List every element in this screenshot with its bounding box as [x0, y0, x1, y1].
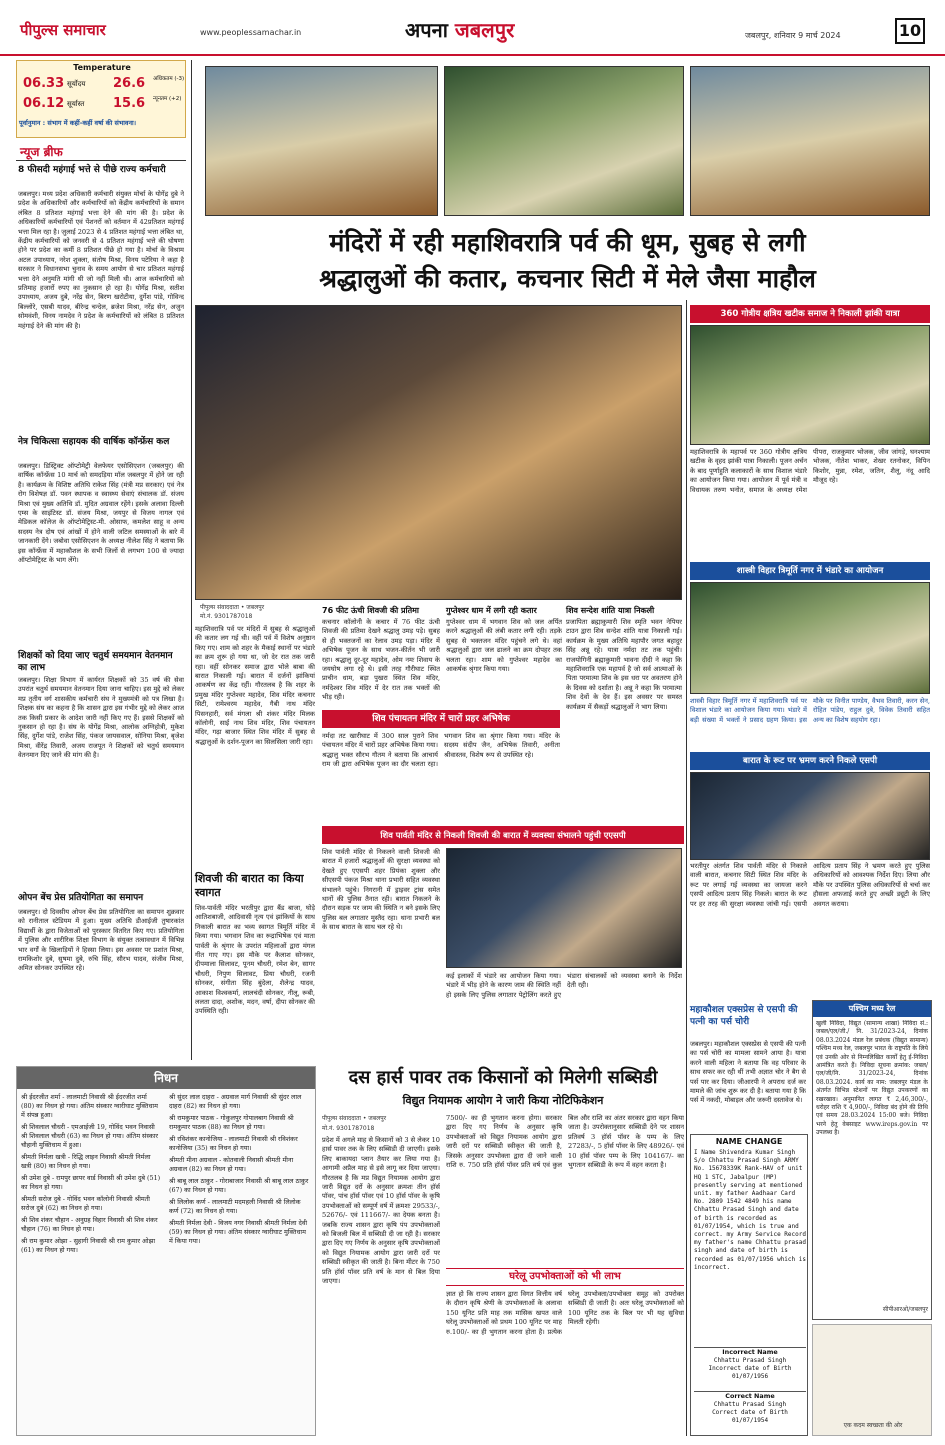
sp-story-body2: कई इलाकों में भंडारे का आयोजन किया गया। भंडारे में भीड़ होने के कारण जाम की स्थिति नहीं हो इसके लिए पुलिस लगातार पेट्रोलिंग करते हुए भंडारा संचालकों को व्यवस्था बनाने के निर्देश देती रही।	[446, 972, 682, 999]
lead-col4-head: शिव सन्देश शांति यात्रा निकली	[566, 606, 655, 615]
right-story1-head: 360 गोत्रीय क्षत्रिय खटीक समाज ने निकाली झांकी यात्रा	[690, 305, 930, 323]
lead-headline-line1: मंदिरों में रही महाशिवरात्रि पर्व की धूम, सुबह से लगी	[329, 228, 806, 257]
lead-col3-head: गुप्तेश्वर धाम में लगी रही कतार	[446, 606, 537, 615]
lead-headline-line2: श्रद्धालुओं की कतार, कचनार सिटी में मेले जैसा माहौल	[319, 264, 816, 293]
obit-item: श्रीमती सरोज दुबे - गोविंद भवन कॉलोनी निवासी श्रीमती सरोज दुबे (62) का निधन हो गया।	[21, 1195, 150, 1212]
obit-item: श्रीमती मीना अग्रवाल - कोतवाली निवासी श्रीमती मीना अग्रवाल (82) का निधन हो गया।	[169, 1156, 294, 1173]
obituary-label: निधन	[154, 1071, 178, 1085]
lead-col2-body: कचनार कॉलोनी के कचार में 76 फीट ऊंची शिवजी की प्रतिमा देखने श्रद्धालु उमड़ पड़े। सुबह से ही भक्तजनों का रेलाव उमड़ पड़ा। मंदिर में अभिषेक पूजन के साथ भजन-कीर्तन भी जारी रहा। श्रद्धालु दूर-दूर महादेव, ओम नमः शिवाय के जयघोष लगा रहे थे। इसी तरह गौरीघाट स्थित प्राचीन धाम, बड़ा पुखरा स्थित शिव मंदिर, नर्मदेश्वर शिव मंदिर में देर रात तक भक्तों की भीड़ रही।	[322, 618, 440, 702]
sp-story-photo	[446, 848, 682, 968]
obit-item: श्री लिलोक कर्ण - लालमाटी मदमहली निवासी श्री लिलोक कर्ण (72) का निधन हो गया।	[169, 1198, 301, 1215]
right-story3-head: बारात के रूट पर भ्रमण करने निकले एसपी	[690, 752, 930, 770]
brief-3-body: जबलपुर। शिक्षा विभाग में कार्यरत शिक्षकों को 35 वर्ष की सेवा उपरांत चतुर्थ समयमान वेतनमान दिया जाना चाहिए। इस मुद्दे को लेकर मप्र तृतीय वर्ग शासकीय कर्मचारी संघ ने मुख्यमंत्री को पत्र लिखा है। शिक्षक संघ का कहना है कि शासन द्वारा इस गंभीर मुद्दे को लेकर आज तक किसी प्रकार के आदेश जारी नहीं किए गए हैं। इससे शिक्षकों को नुकसान हो रहा है। संघ के योगेंद्र मिश्रा, आलोक अग्निहोत्री, मुकेश सिंह, दुर्गेश पांडे, राजेश सिंह, पंकज जायसवाल, सोनिया मिश्रा, बृजेश मिश्रा, वीरेंद्र तिवारी, अजय राजपूत ने शिक्षकों को चतुर्थ समयमान वेतनमान दिए जाने की मांग की है।	[18, 676, 184, 760]
brief-4-headline: ओपन बेंच प्रेस प्रतियोगिता का समापन	[18, 893, 144, 903]
railway-body: खुली निविदा, विद्युत (सामान्य शाखा) निविदा सं.: जबल/एल/जी./ नि. 31/2023-24, दिनांक 08.03.2024 मंडल रेल प्रबंधक (विद्युत सामान्य) पश्चिम मध्य रेल, जबलपुर भारत के राष्ट्रपति के लिये एवं उनकी ओर से निम्नलिखित कार्यों हेतु ई-निविदा आमंत्रित करते हैं। निविदा सूचना क्रमांक: जबल/एल/जी/नि. 31/2023-24, दिनांक 08.03.2024. कार्य का नाम: जबलपुर मंडल के अंतर्गत विभिन्न स्टेशनों पर विद्युत उपकरणों का रखरखाव। अनुमानित लागत ₹ 2,46,300/-, धरोहर राशि ₹ 4,900/-, निविदा बंद होने की तिथि एवं समय 28.03.2024 15:00 बजे। निविदा भरने हेतु वेबसाइट www.ireps.gov.in पर उपलब्ध है।	[816, 1020, 928, 1137]
ad-corner-text: एक कदम स्वच्छता की ओर	[843, 1422, 903, 1429]
electricity-headline: दस हार्स पावर तक किसानों को मिलेगी सब्सिडी	[348, 1067, 658, 1088]
brief-4-body: जबलपुर। दो दिवसीय ओपन बेंच प्रेस प्रतियोगिता का समापन शुक्रवार को रानीताल स्टेडियम में हुआ। मुख्य अतिथि डीआईजी तुषारकांत विद्यार्थी के द्वारा विजेताओं को पुरस्कार वितरित किए गए। प्रतियोगिता में पुलिस और शारीरिक शिक्षा विभाग के संयुक्त तत्वावधान में विभिन्न भार वर्गों के खिलाड़ियों ने हिस्सा लिया। इस अवसर पर प्रशांत मिश्रा, रामकिशोर दुबे, सुषमा दुबे, रुचि सिंह, सौरभ यादव, संजीव मिश्रा, अमित सोनकर उपस्थित रहे।	[18, 908, 184, 973]
obit-item: श्री शिव शंकर चौहान - अनुग्रह विहार निवासी श्री शिव शंकर चौहान (76) का निधन हो गया।	[21, 1216, 158, 1233]
right-story2-caption: शास्त्री विहार त्रिमूर्ति नगर में महाशिवरात्रि पर्व पर विशाल भंडारे का आयोजन किया गया। भंडारे में बड़ी संख्या में भक्तों ने प्रसाद ग्रहण किया। इस मौके पर विनीत पाण्डेय, वैभव तिवारी, करन सेन, रोहित पांडेय, राहुल दुबे, विवेक तिवारी सहित अन्य का विशेष सहयोग रहा।	[690, 697, 930, 724]
panchayatan-head: शिव पंचायतन मंदिर में चारों प्रहर अभिषेक	[322, 710, 560, 728]
sunset-label: सूर्यास्त	[67, 100, 85, 108]
lead-photo	[195, 305, 682, 600]
incorrect-date-label: Incorrect date of Birth	[708, 1365, 792, 1373]
section-title-b: जबलपुर	[454, 18, 515, 42]
sp-story-body: शिव पार्वती मंदिर से निकलने वाली शिवजी की बारात में हजारों श्रद्धालुओं की सुरक्षा व्यवस्था को देखते हुए एएसपी शहर प्रियंका शुक्ला और सीएसपी पंकज मिश्रा थाना प्रभारी सहित व्यवस्था संभालने पहुंचे। निगरानी में ड्राइवर ट्रांस समेत थानों की पुलिस तैनात रही। बारात निकलने के दौरान सड़क पर जाम की स्थिति न बने इसके लिए पुलिस बल लगातार मुस्तैद रहा। थाना प्रभारी बल के साथ बारात के साथ चल रहे थे।	[322, 848, 440, 932]
news-brief-label: न्यूज ब्रीफ	[20, 145, 63, 159]
obit-item: श्री शिवलाल चौधरी - एमआईजी 19, गोविंद भवन निवासी श्री शिवलाल चौधरी (63) का निधन हो गया। अंतिम संस्कार चौहानी मुक्तिधाम में हुआ।	[21, 1123, 159, 1149]
brief-3-headline: शिक्षकों को दिया जाए चतुर्थ समयमान वेतनमान का लाभ	[18, 651, 173, 673]
brief-2-body: जबलपुर। डिस्ट्रिक्ट ऑप्टोमेट्री वेलफेयर एसोसिएशन (जबलपुर) की वार्षिक कॉन्फ्रेंस 10 मार्च को समदड़िया मॉल जबलपुर में होने जा रही है। कार्यक्रम के विशिष्ट अतिथि राकेश सिंह (मंत्री मप्र सरकार) एवं नेत्र रोग विशेषज्ञ डॉ. पवन स्थापक व स्वास्थ्य सेवाएं संचालक डॉ. संजय मिश्रा एवं मुख्य अतिथि डॉ. मुदित अग्रवाल रहेंगे। इसके अलावा दिल्ली एम्स के साइंटिस्ट डॉ. संजय मिश्रा, जयपुर से विजय नागल एवं मेडिकल कॉलेज के ऑप्टोमेट्रिस्ट-मी. ओसाफ, कमलेश साहू व अन्य सदस्य नेत्र दोष एवं आंखों में होने वाली जटिल समस्याओं के बारे में जानकारी देंगे। जबोवा एसोसिएशन के अध्यक्ष नीलेश सिंह ने बताया कि इस कॉन्फ्रेंस में महाकौशल के सभी जिलों से लगभग 100 से ज्यादा ऑप्टोमेट्रिस्ट के भाग लेंगे।	[18, 462, 184, 565]
correct-date-label: Correct date of Birth	[712, 1409, 788, 1417]
max-temp: 26.6	[113, 76, 146, 91]
website: www.peoplessamachar.in	[200, 28, 302, 37]
obituary-header	[17, 1067, 315, 1089]
min-temp: 15.6	[113, 96, 146, 111]
electricity-body2: 7500/- का ही भुगतान करना होगा। सरकार द्वारा दिए गए निर्णय के अनुसार कृषि उपभोक्ताओं को विद्युत नियामक आयोग द्वारा जारी दरों पर सब्सिडी स्वीकृत की जाती है, जिसके अनुसार उपभोक्ता द्वारा दी जाने वाली राशि रु. 750 प्रति हॉर्स पॉवर प्रति वर्ष एवं कुल बिल और राशि का अंतर सरकार द्वारा वहन किया जाता है। उपरोक्तानुसार सब्सिडी देने पर शासन प्रतिवर्ष 3 हॉर्स पॉवर के पम्प के लिए 27283/-, 5 हॉर्स पॉवर के लिए 48926/- एवं 10 हॉर्स पॉवर पम्प के लिए 104167/- का भुगतान सब्सिडी के रूप में वहन करता है।	[446, 1114, 684, 1170]
brief-2-headline: नेत्र चिकित्सा सहायक की वार्षिक कॉन्फ्रेंस कल	[18, 437, 170, 447]
incorrect-dob: 01/07/1956	[731, 1373, 769, 1381]
sunrise-label: सूर्योदय	[67, 80, 86, 88]
correct-block	[694, 1391, 806, 1435]
page-number: 10	[895, 18, 925, 44]
right-story3-body: भरतीपुर अंतर्गत शिव पार्वती मंदिर से निकाले वाली बारात, कचनार सिटी स्थित शिव मंदिर के रूट पर लगाई गई व्यवस्था का जायजा करने एसपी आदित्य प्रताप सिंह निकले। बारात के रूट पर हर तरह की सुरक्षा व्यवस्था जांची गई। एसपी आदित्य प्रताप सिंह ने भ्रमण करते हुए पुलिस अधिकारियों को आवश्यक निर्देश दिए। लिया और मौके पर उपस्थित पुलिस अधिकारियों से चर्चा कर हौसला अफजाई करते हुए अच्छी ड्यूटी के लिए अवगत कराया।	[690, 862, 930, 908]
brief-1-headline: 8 फीसदी महंगाई भत्ते से पीछे राज्य कर्मचारी	[18, 165, 166, 175]
forecast-text: पूर्वानुमान : संभाग में कहीं-कहीं वर्षा की संभावना।	[19, 119, 137, 127]
sunset-time: 06.12	[23, 96, 65, 111]
incorrect-label: Incorrect Name	[722, 1348, 778, 1356]
obit-col-2	[169, 1093, 311, 1433]
incorrect-name: Chhattu Prasad Singh	[713, 1357, 787, 1364]
railway-tender	[812, 1000, 932, 1320]
electricity-sub2-head: घरेलू उपभोक्ताओं को भी लाभ	[446, 1268, 684, 1286]
electricity-body: प्रदेश में अगले माह से किसानों को 3 से लेकर 10 हार्स पावर तक के लिए सब्सिडी दी जाएगी। इसके लिए बाकायदा प्लान तैयार कर लिया गया है। आगामी अप्रैल माह से इसे लागू कर दिया जाएगा। गौरतलब है कि मप्र विद्युत नियामक आयोग द्वारा जारी विद्युत दरों के अनुसार क्रमशः तीन हॉर्स पॉवर, पांच हॉर्स पॉवर एवं 10 हॉर्स पॉवर के कृषि उपभोक्ताओं को सम्पूर्ण वर्ष में क्रमशः 29533/-, 52676/- एवं 111667/- का देयक बनता है। जबकि राज्य शासन द्वारा कृषि पंप उपभोक्ताओं को बिजली बिल में सब्सिडी दी जा रही है। सरकार द्वारा दिए गए निर्णय के अनुसार कृषि उपभोक्ताओं को विद्युत नियामक आयोग द्वारा जारी दरों पर सब्सिडी स्वीकृत की जाती है। बिना मीटर के 750 प्रति हॉर्स पॉवर प्रति वर्ष के मान से बिल दिया जाएगा।	[322, 1136, 440, 1286]
sunrise-time: 06.33	[23, 76, 65, 91]
shivji-baraat-head: शिवजी की बारात का किया स्वागत	[195, 872, 304, 899]
obit-item: श्री सुंदर लाल दाहरा - अग्रवाल मार्ग निवासी श्री सुंदर लाल दाहरा (82) का निधन हो गया।	[169, 1093, 302, 1110]
weather-box	[16, 60, 186, 138]
railway-footer: सीपीआरओ/जबलपुर	[882, 1306, 928, 1313]
right-story2-photo	[690, 582, 930, 694]
electricity-subhead: विद्युत नियामक आयोग ने जारी किया नोटिफिकेशन	[402, 1094, 604, 1107]
name-change-notice	[690, 1134, 808, 1436]
right-story2-head: शास्त्री विहार त्रिमूर्ति नगर में भंडारे का आयोजन	[690, 562, 930, 580]
lead-mobile: मो.नं. 9301787018	[200, 613, 253, 620]
min-label: न्यूनतम (+2)	[153, 96, 182, 102]
right-story4-head: महाकौशल एक्सप्रेस से एसपी की पत्नी का पर्स चोरी	[690, 1005, 798, 1027]
incorrect-block	[694, 1347, 806, 1387]
obit-item: श्री रविशंकर कानोजिया - लालमाटी निवासी श्री रविशंकर कानोजिया (35) का निधन हो गया।	[169, 1135, 298, 1152]
top-photo-3	[690, 66, 930, 216]
lead-intro: महाशिवरात्रि पर्व पर मंदिरों में सुबह से श्रद्धालुओं की कतार लग गई थी। वहीं पर्व में विशेष अनुष्ठान किए गए। शाम को शहर के मैकाई स्थानों पर भंडारे का क्रम शुरू हो गया था, जो देर रात तक जारी रहा। वहीं सोनकर समाज द्वारा भोले बाबा की बारात निकाली गई। बारात में दर्जनों झांकियां आकर्षण का केंद्र रहीं। गौरतलब है कि शहर के प्रमुख मंदिर गुप्तेश्वर महादेव, शिव मंदिर कचनार सिटी, रामेश्वरम महादेव, गैबी नाथ मंदिर पिसनहारी, सर्व मंगला श्री शंकर मंदिर मिलक कॉलोनी, साईं नाथ शिव मंदिर, शिव पंचायतन मंदिर, गढ़ा बाजार स्थित शिव मंदिर में सुबह से श्रद्धालुओं के दर्शन-पूजन का सिलसिला जारी रहा।	[195, 625, 315, 746]
max-label: अधिकतम (-3)	[153, 76, 185, 82]
correct-name: Chhattu Prasad Singh	[713, 1401, 787, 1408]
top-photo-1	[205, 66, 438, 216]
obit-item: श्री बाबू लाल ठाकुर - गोराबाजार निवासी श्री बाबू लाल ठाकुर (67) का निधन हो गया।	[169, 1177, 309, 1194]
obit-item: श्री रामकुमार पाठक - गोकुलपुर गोपालबाग निवासी श्री रामकुमार पाठक (88) का निधन हो गया।	[169, 1114, 294, 1131]
electricity-byline: पीपुल्स संवाददाता • जबलपुर	[322, 1115, 387, 1122]
electricity-mobile: मो.नं. 9301787018	[322, 1125, 375, 1132]
electricity-sub2-body: ज्ञात हो कि राज्य शासन द्वारा विगत वित्तीय वर्ष के दौरान कृषि श्रेणी के उपभोक्ताओं के अलावा 150 यूनिट प्रति माह तक मासिक खपत वाले घरेलू उपभोक्ताओं को प्रथम 100 यूनिट पर माह रु.100/- का ही भुगतान करना होता है। प्रत्येक घरेलू उपभोक्ता/उपभोक्ता समूह को उपरोक्त सब्सिडी दी जाती है। अतः घरेलू उपभोक्ताओं को 100 यूनिट तक के बिल पर भी यह सुविधा मिलती रहेगी।	[446, 1290, 684, 1336]
weather-header: Temperature	[73, 63, 131, 72]
paper-name: पीपुल्स समाचार	[20, 21, 106, 39]
lead-col3-body: गुप्तेश्वर धाम में भगवान शिव को जल अर्पित करने श्रद्धालुओं की लंबी कतार लगी रही। तड़के सुबह से भक्तजन मंदिर पहुंचने लगे थे। वहां श्रद्धालुओं द्वारा जल ढालने का क्रम दोपहर तक चलता रहा। शाम को गुप्तेश्वर महादेव का आकर्षक श्रृंगार किया गया।	[446, 618, 562, 674]
name-change-body: I Name Shivendra Kumar Singh S/o Chhattu Prasad Singh ARMY No. 15678339K Rank-HAV of unit HQ 1 STC, Jabalpur (MP) presently serving at mentioned unit. my father Aadhaar Card No. 2809 1542 4849 his name Chhattu Prasad Singh and date of birth is recorded as 01/07/1954, which is true and correct. my Army Service Record my father's name Chhattu prasad singh and date of birth is recorded as 01/07/1956 which is incorrect.	[694, 1149, 806, 1271]
shivji-baraat-body: शिव-पार्वती मंदिर भरतीपुर द्वारा बैंड बाजा, घोड़े आतिशबाजी, आदिवासी नृत्य एवं झांकियों के साथ निकाली बारात का भव्य स्वागत त्रिमूर्ति मंदिर में किया गया। भगवान शिव का रूद्राभिषेक एवं माता पार्वती के श्रृंगार के उपरांत महिलाओं द्वारा मंगल गीत गाए गए। इस मौके पर कैलाश सोनकर, दीपमाला सिलावट, पूनम चौधरी, रमेश बेन, सागर चौधरी, निपुण सिलावट, प्रिया चौधरी, रजनी सोनकर, संगीता सिंह बुंदेला, शैलेन्द्र यादव, आकाश विश्वकर्मा, लालचंदी सोनकर, नीलू, रूबी, ललता दादा, अशोक, मदन, वर्षा, दीपा सोनकर की उपस्थिति रही।	[195, 904, 315, 1016]
right-story1-body: महाशिवरात्रि के महापर्व पर 360 गोत्रीय क्षत्रिय खटीक के वृहद झांकी यात्रा निकाली। पूजन अर्चन के बाद पूर्णाहुति कलाकारों के साथ विशाल भंडारे का आयोजन किया गया। आयोजन में पूर्व मंत्री व विधायक तरुण भनोत, समाज के अध्यक्ष रमेश पीपरा, राजकुमार भोजक, जीव जांगड़े, घनश्याम भोजक, नीतेश भाकर, शेखर रतनोकर, विपिन किशोर, मुन्ना, रमेश, जतिन, शैलू, नंदू आदि मौजूद रहे।	[690, 448, 930, 494]
name-change-header: NAME CHANGE	[715, 1137, 783, 1146]
obit-item: श्री उमेश दुबे - रामपुर छापर वार्ड निवासी श्री उमेश दुबे (51) का निधन हो गया।	[21, 1174, 161, 1191]
top-photo-2	[444, 66, 684, 216]
panchayatan-body: नर्मदा तट खारीघाट में 300 साल पुराने शिव पंचायतन मंदिर में चारों प्रहर अभिषेक किया गया। श्रद्धालु भक्त सौरभ गौतम ने बताया कि आचार्य राम जी द्वारा अभिषेक पूजन का दौर चलता रहा। भगवान शिव का श्रृंगार किया गया। मंदिर के सदस्य संदीप जैन, अभिषेक तिवारी, अनीता श्रीवास्तव, विशेष रूप से उपस्थित रहे।	[322, 732, 560, 769]
ad-corner	[812, 1324, 932, 1436]
obit-item: श्रीमती निर्मला खत्री - रिद्धि लाइन निवासी श्रीमती निर्मला खत्री (80) का निधन हो गया।	[21, 1153, 151, 1170]
obit-item: श्री राम कुमार ओझा - सुहागी निवासी श्री राम कुमार ओझा (61) का निधन हो गया।	[21, 1237, 156, 1254]
lead-photo-credit: पीपुल्स संवाददाता • जबलपुर	[200, 604, 265, 611]
masthead	[0, 0, 945, 56]
right-story3-photo	[690, 772, 930, 860]
obit-item: श्रीमती निर्मला देवी - विजय नगर निवासी श्रीमती निर्मला देवी (59) का निधन हो गया। अंतिम संस्कार ग्वारीघाट मुक्तिधाम में किया गया।	[169, 1219, 308, 1245]
obit-item: श्री ईदरजीत शर्मा - लालमाटी निवासी श्री ईदरजीत शर्मा (80) का निधन हो गया। अंतिम संस्कार ग्वारीघाट मुक्तिधाम में संपन्न हुआ।	[21, 1093, 158, 1119]
lead-col4-body: प्रजापिता ब्रह्माकुमारी शिव स्मृति भवन नेपियर टाउन द्वारा शिव सन्देश शांति यात्रा निकाली गई। कार्यक्रम के मुख्य अतिथि महापौर जगत बहादुर सिंह अन्नू रहे। यात्रा नर्मदा तट तक पहुंची। राजयोगिनी ब्रह्माकुमारी भावना दीदी ने कहा कि महाशिवरात्रि एक महापर्व है जो सर्व आत्माओं के पिता परमात्मा शिव के इस धरा पर अवतरण होने के दिवस को दर्शाता है। अन्नू ने कहा कि परमात्मा शिव देवों के देव हैं। इस अवसर पर समस्त कार्यक्रम में सैकड़ों श्रद्धालुओं ने भाग लिया।	[566, 618, 682, 711]
correct-label: Correct Name	[725, 1392, 775, 1400]
brief-1-body: जबलपुर। मध्य प्रदेश अधिकारी कर्मचारी संयुक्त मोर्चा के योगेंद्र दुबे ने प्रदेश के अधिकारियों और कर्मचारियों को केंद्रीय कर्मचारियों के समान लंबित 8 प्रतिशत महंगाई भत्ता देने की मांग की है। प्रदेश के अधिकारियों कर्मचारियों एवं पेंशनरों को वर्तमान में 42प्रतिशत महंगाई भत्ता मिल रहा है। जुलाई 2023 से 4 प्रतिशत महंगाई भत्ता लंबित था, केंद्रीय कर्मचारियों को जनवरी से 4 प्रतिशत महंगाई भत्ते की घोषणा होने पर प्रदेश का कर्मी 8 प्रतिशत पीछे हो गया है। मोर्चा के विश्राम अटल उपाध्याय, नरेश शुक्ला, संतोष मिश्रा, विनय पटेरिया ने कहा है सरकार ने विधानसभा चुनाव के समय आयोग से चार प्रतिशत महंगाई भत्ता देने अनुमति मांगी थी जो नहीं मिली थी। आज कर्मचारियों को प्रतिमाह हजारों रुपए का नुकसान हो रहा है। योगेंद्र मिश्रा, सतीश उपाध्याय, अजय दुबे, नरेंद्र सेन, बिरण खरोटीया, दुर्गेश पांडे, गोविन्द बिल्लोरे, एसबी यादव, बीरेन्द्र चन्देल, ब्रजेश मिश्रा, नरेंद्र सेन, अजुन सोमवंशी, विनय नामदेव ने प्रदेश के कर्मचारियों को लंबित 8 प्रतिशत महंगाई देने की मांग की है।	[18, 190, 184, 330]
obituary-box	[16, 1066, 316, 1436]
sp-story-head: शिव पार्वती मंदिर से निकली शिवजी की बारात में व्यवस्था संभालने पहुंची एएसपी	[322, 826, 684, 844]
right-story4-body: जबलपुर। महाकौशल एक्सप्रेस से एसपी की पत्नी का पर्स चोरी का मामला सामने आया है। यात्रा करने वाली महिला ने बताया कि वह परिवार के साथ सफर कर रही थीं तभी अज्ञात चोर ने बैग से पर्स पार कर दिया। जीआरपी ने अपराध दर्ज कर मामले की जांच शुरू कर दी है। बताया गया है कि पर्स में नकदी, मोबाइल और जरूरी दस्तावेज थे।	[690, 1040, 806, 1105]
right-story1-photo	[690, 325, 930, 445]
dateline: जबलपुर, शनिवार 9 मार्च 2024	[745, 31, 841, 40]
section-title	[405, 16, 514, 43]
obit-col-1	[21, 1093, 161, 1433]
railway-header: पश्चिम मध्य रेल	[813, 1001, 931, 1017]
correct-dob: 01/07/1954	[731, 1417, 769, 1425]
lead-col2-head: 76 फीट ऊंची शिवजी की प्रतिमा	[322, 606, 419, 615]
section-title-a: अपना	[405, 18, 448, 42]
